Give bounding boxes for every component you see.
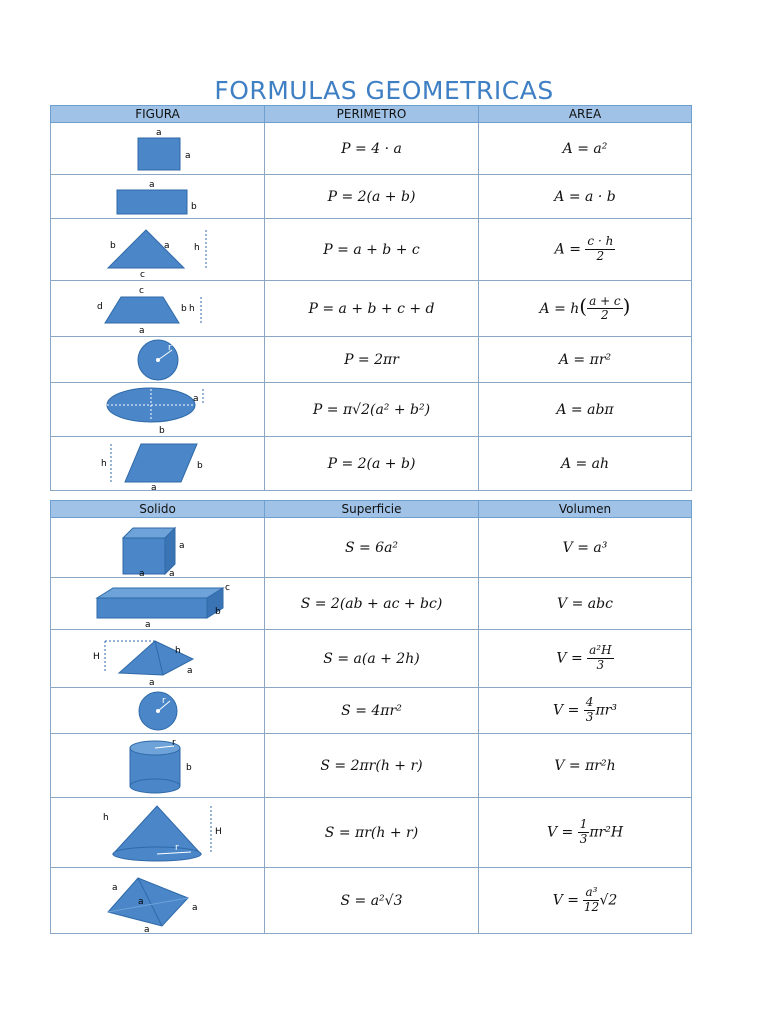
perimeter-formula: P = 2(a + b) (265, 175, 479, 219)
table-row (51, 630, 692, 688)
svg-text:c: c (138, 285, 144, 296)
svg-text:h: h (102, 812, 109, 823)
table-row (51, 868, 692, 934)
area-formula: A = abπ (479, 383, 692, 437)
svg-text:a: a (168, 568, 175, 576)
table-row (51, 734, 692, 798)
surface-formula: S = πr(h + r) (265, 798, 479, 868)
volume-formula: V = $\frac{1}{3}$ πr²H (479, 798, 692, 868)
header-superficie: Superficie (265, 501, 479, 518)
svg-text:H: H (214, 826, 222, 837)
svg-text:c: c (139, 269, 145, 278)
svg-text:h: h (188, 303, 195, 314)
svg-text:a: a (148, 677, 155, 685)
surface-formula: S = a²√3 (265, 868, 479, 934)
surface-formula: S = 4πr² (265, 688, 479, 734)
parallelogram-icon (93, 438, 223, 490)
square-icon (113, 126, 203, 172)
table-row (51, 518, 692, 578)
svg-text:a: a (191, 902, 198, 913)
svg-text:b: b (185, 762, 192, 773)
svg-text:c: c (224, 582, 230, 593)
svg-text:b: b (196, 460, 203, 471)
table-row (51, 337, 692, 383)
table-row (51, 798, 692, 868)
table-row (51, 688, 692, 734)
perimeter-formula: P = 2(a + b) (265, 437, 479, 491)
perimeter-formula: P = π√2(a² + b²) (265, 383, 479, 437)
area-formula: A = $\frac{c \cdot h}{2}$ (479, 219, 692, 281)
surface-formula: S = 2(ab + ac + bc) (265, 578, 479, 630)
volume-formula: V = $\frac{\text{a³}}{12}$ √2 (479, 868, 692, 934)
header-figura: FIGURA (51, 106, 265, 123)
tetrahedron-icon (88, 870, 228, 932)
table-row (51, 578, 692, 630)
pyramid-icon (83, 633, 233, 685)
svg-text:a: a (178, 540, 185, 551)
svg-text:h: h (193, 242, 200, 253)
svg-text:a: a (192, 393, 199, 404)
header-area: AREA (479, 106, 692, 123)
perimeter-formula: P = a + b + c + d (265, 281, 479, 337)
svg-text:b: b (109, 240, 116, 251)
svg-text:d: d (96, 301, 103, 312)
svg-text:H: H (92, 651, 100, 662)
table-row (51, 281, 692, 337)
surface-formula: S = 6a² (265, 518, 479, 578)
trapezoid-icon (83, 283, 233, 335)
svg-text:h: h (174, 645, 181, 656)
area-formula: A = πr² (479, 337, 692, 383)
area-formula: A = ah (479, 437, 692, 491)
rectangle-icon (103, 178, 213, 216)
svg-text:a: a (143, 924, 150, 932)
svg-text:b: b (180, 303, 187, 314)
table-row (51, 437, 692, 491)
svg-text:a: a (138, 568, 145, 576)
ellipse-icon (93, 385, 223, 435)
area-formula: A = a² (479, 123, 692, 175)
svg-text:r: r (161, 695, 166, 706)
svg-text:a: a (144, 619, 151, 628)
svg-text:b: b (214, 606, 221, 617)
sphere-icon (118, 689, 198, 733)
svg-text:r: r (171, 737, 176, 748)
perimeter-formula: P = a + b + c (265, 219, 479, 281)
volume-formula: V = $\frac{4}{3}$ πr³ (479, 688, 692, 734)
svg-text:h: h (100, 458, 107, 469)
plane-figures-table (50, 105, 692, 491)
table-row (51, 123, 692, 175)
svg-text:a: a (138, 325, 145, 335)
solids-table (50, 500, 692, 934)
circle-icon (118, 338, 198, 382)
area-formula: A = h( $\frac{a + c}{2}$ ) (479, 281, 692, 337)
header-volumen: Volumen (479, 501, 692, 518)
cuboid-icon (83, 580, 233, 628)
svg-text:r: r (174, 842, 179, 853)
header-solido: Solido (51, 501, 265, 518)
surface-formula: S = 2πr(h + r) (265, 734, 479, 798)
area-formula: A = a · b (479, 175, 692, 219)
page-title: FORMULAS GEOMETRICAS (214, 76, 554, 105)
volume-formula: V = abc (479, 578, 692, 630)
cone-icon (83, 800, 233, 866)
svg-text:a: a (155, 127, 162, 138)
table-row (51, 175, 692, 219)
svg-text:a: a (111, 882, 118, 893)
surface-formula: S = a(a + 2h) (265, 630, 479, 688)
svg-text:b: b (158, 425, 165, 435)
header-perimetro: PERIMETRO (265, 106, 479, 123)
volume-formula: V = $\frac{\text{a²H}}{3}$ (479, 630, 692, 688)
svg-text:a: a (184, 150, 191, 161)
svg-text:a: a (186, 665, 193, 676)
table-row (51, 383, 692, 437)
cube-icon (103, 520, 213, 576)
volume-formula: V = a³ (479, 518, 692, 578)
volume-formula: V = πr²h (479, 734, 692, 798)
cylinder-icon (108, 736, 208, 796)
perimeter-formula: P = 2πr (265, 337, 479, 383)
table-row (51, 219, 692, 281)
svg-text:r: r (167, 342, 172, 353)
svg-text:a: a (137, 896, 144, 907)
triangle-icon (88, 222, 228, 278)
perimeter-formula: P = 4 · a (265, 123, 479, 175)
svg-text:a: a (150, 482, 157, 490)
svg-text:a: a (163, 240, 170, 251)
svg-text:b: b (190, 201, 197, 212)
svg-text:a: a (148, 179, 155, 190)
